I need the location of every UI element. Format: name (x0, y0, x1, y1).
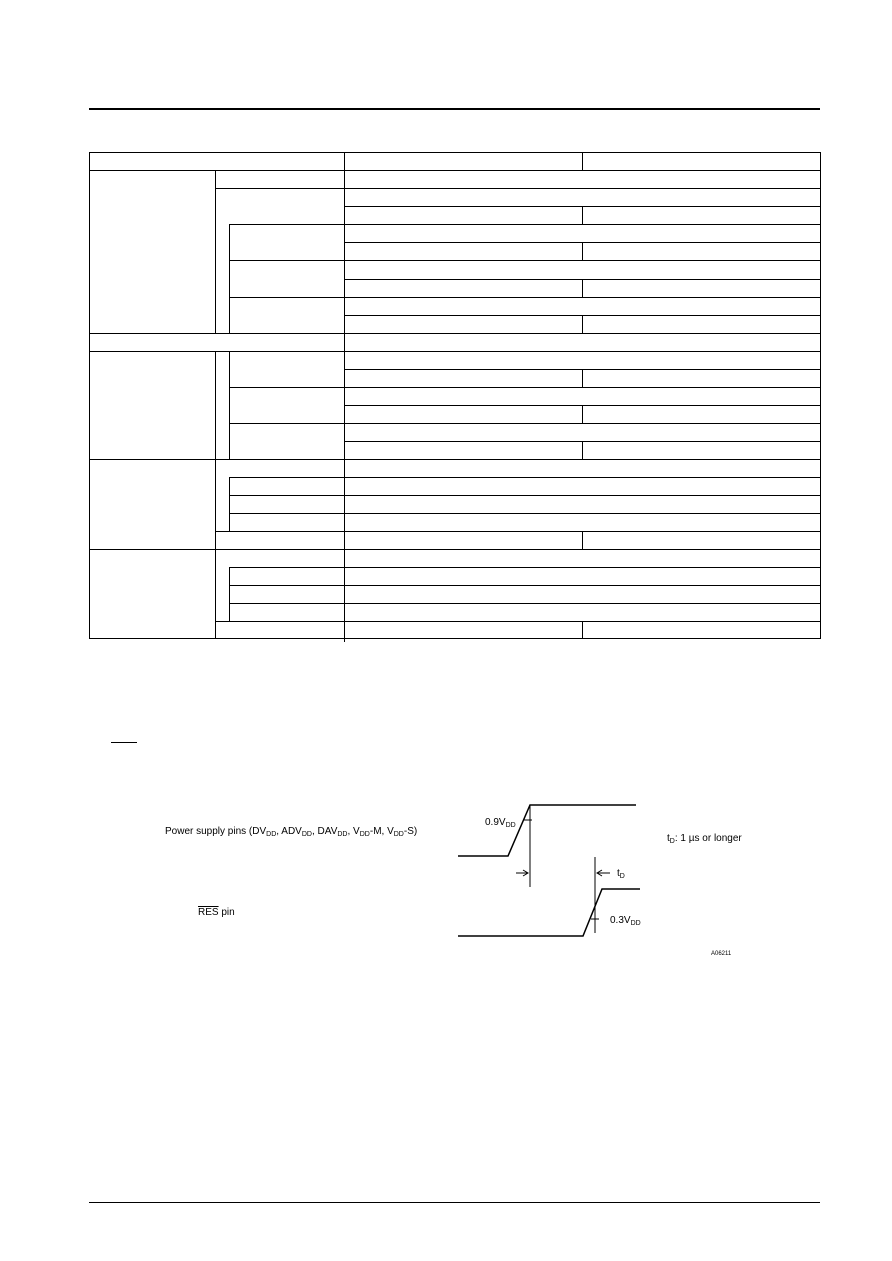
table-col-divider (215, 351, 216, 459)
table-col-divider (229, 567, 230, 621)
header-rule (89, 108, 820, 110)
delay-note: $t_D$: 1 µs or longer (667, 833, 742, 845)
table-col-divider (582, 531, 583, 549)
table-col-divider (344, 152, 345, 642)
table-row-line (229, 585, 821, 586)
power-supply-waveform (458, 805, 636, 856)
table-col-divider (582, 242, 583, 260)
table-col-divider (582, 279, 583, 297)
footer-rule (89, 1202, 820, 1203)
table-col-divider (582, 441, 583, 459)
table-col-divider (582, 315, 583, 333)
table-col-divider (229, 477, 230, 531)
table-col-divider (229, 224, 230, 333)
table-row-line (89, 351, 821, 352)
table-border-left (89, 152, 90, 639)
table-border-top (89, 152, 821, 153)
table-row-line (229, 567, 821, 568)
res-waveform (458, 889, 640, 936)
table-row-line (229, 224, 821, 225)
table-row-line (89, 333, 821, 334)
delay-label: $t_D$ (617, 868, 625, 880)
table-col-divider (215, 549, 216, 639)
table-border-right (820, 152, 821, 639)
table-row-line (89, 170, 821, 171)
table-col-divider (215, 459, 216, 549)
table-row-line (229, 603, 821, 604)
table-row-line (229, 477, 821, 478)
figure-code: A06211 (711, 951, 732, 957)
table-col-divider (582, 405, 583, 423)
table-row-line (89, 549, 821, 550)
table-row-line (229, 297, 821, 298)
timing-waveform (450, 795, 650, 945)
table-row-line (229, 387, 821, 388)
table-border-bottom (89, 638, 821, 639)
table-col-divider (582, 152, 583, 170)
table-col-divider (582, 621, 583, 639)
table-row-line (229, 423, 821, 424)
overline-mark (111, 742, 137, 743)
upper-threshold-label: $0.9V_{DD}$ (485, 817, 516, 829)
table-row-line (229, 513, 821, 514)
table-row-line (229, 495, 821, 496)
lower-threshold-label: $0.3V_{DD}$ (610, 915, 641, 927)
table-row-line (89, 459, 821, 460)
res-pin-label: $\overline{RES}$ pin (198, 907, 235, 918)
table-row-line (229, 260, 821, 261)
table-col-divider (215, 170, 216, 333)
table-row-line (215, 621, 821, 622)
table-row-line (215, 531, 821, 532)
table-col-divider (582, 369, 583, 387)
power-supply-label: Power supply pins ($DV_{DD}$, $ADV_{DD}$, $DAV_{DD}$, $V_{DD}-M$, $V_{DD}-S$) (165, 826, 418, 838)
table-col-divider (582, 206, 583, 224)
table-row-line (215, 188, 821, 189)
table-col-divider (229, 351, 230, 459)
